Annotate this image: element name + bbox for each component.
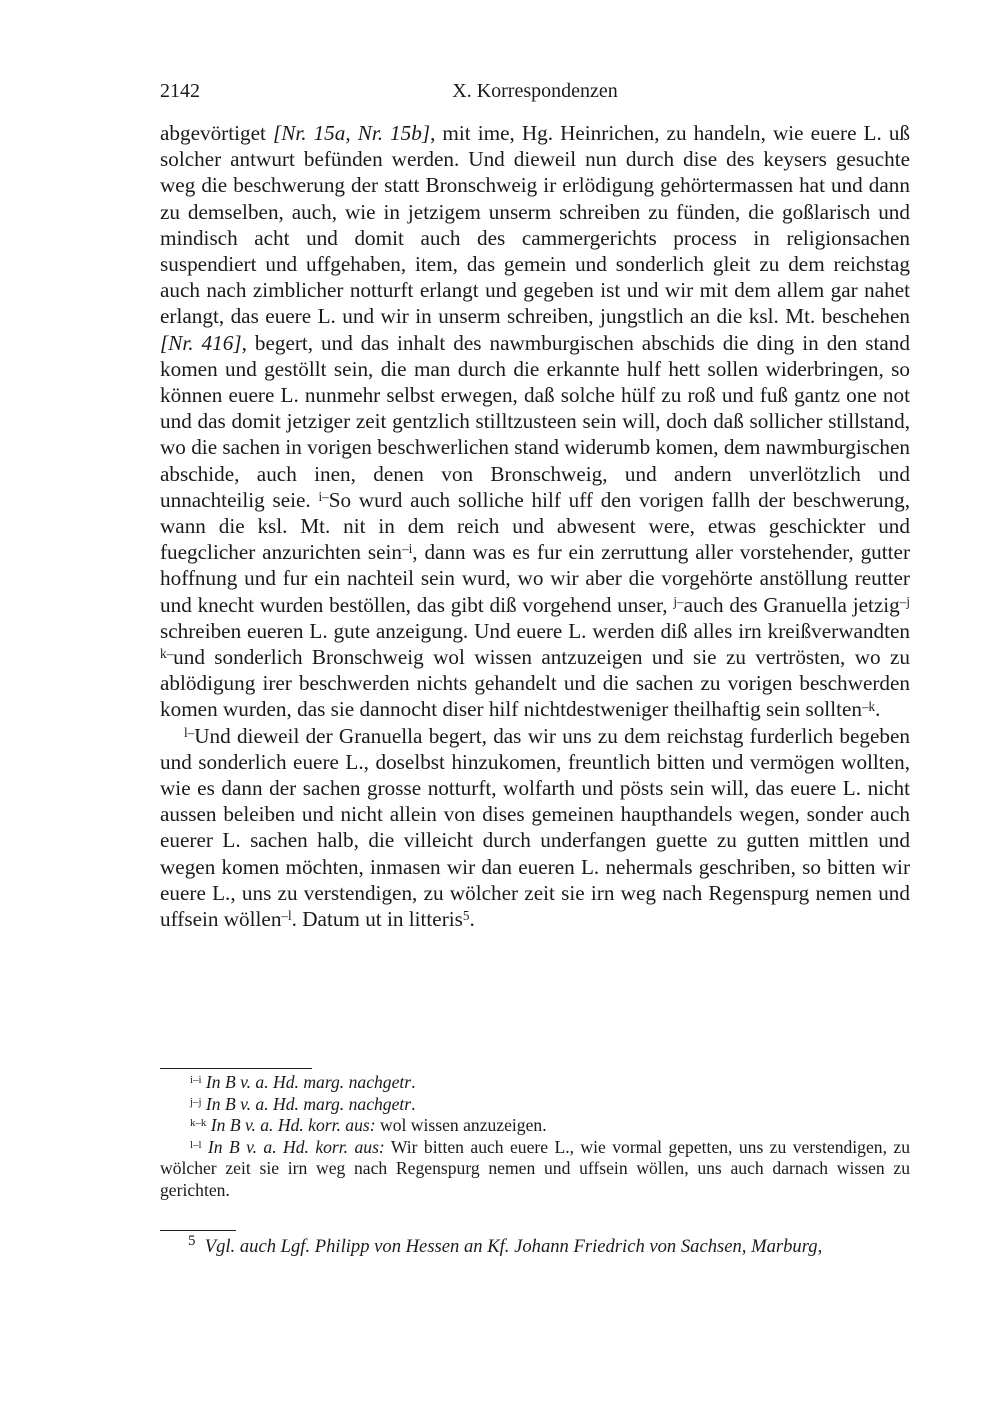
footnote-divider [160,1230,236,1231]
paragraph-1 [160,120,910,723]
variant-mark-close-j: –j [899,593,910,609]
text-run: , mit ime, Hg. Heinrichen, zu handeln, wie euere L. uß solcher antwurt befünden werden. Und dieweil nun durch dise des keysers gesuchte weg die beschwerung der statt Bronschweig ir erlödigung gehörtermassen hat und dann zu demselben, auch, wie in jetzigem unserm schreiben zu fünden, die goßlarisch und mindisch acht und domit auch des cammergerichts process in religionsachen suspendiert und uffgehaben, item, das gemein und sonderlich gleit zu dem reichstag auch nach zimblicher notturft erlangt und gegeben ist und wir mit dem allem gar nahet erlangt, das euere L. und wir in unserm schreiben, jungstlich an die ksl. Mt. beschehen [160,121,911,329]
note-italic: In B v. a. Hd. korr. aus: [210,1115,376,1135]
note-text: . [411,1072,416,1092]
note-text: Wir bitten auch euere L., wie vormal gepetten, uns zu verstendigen, zu wölcher zeit sie irn weg nach Regenspurg nemen und uffsein wöllen, uns auch darnach wissen zu gerichten. [160,1136,910,1200]
text-run: . Datum ut in litteris [291,907,463,932]
text-run: So wurd auch solliche hilf uff den vorigen fallh der beschwerung, wann die ksl. Mt. nit in dem reich und abwesent were, etwas geschickter und fuegclicher anzurichten sein [160,487,910,565]
main-text [160,120,910,932]
note-text: wol wissen anzuzeigen. [375,1115,547,1135]
text-run: , dann was es fur ein zerruttung aller vorstehender, gutter hoffnung und fur ein nachteil sein wurd, wo wir aber die vorgehörte anstöllung reutter und knecht wurden bestöllen, das gibt diß vorgehend unser, [160,540,910,617]
page-header [160,80,910,108]
apparatus-note [160,1094,910,1116]
note-italic: In B v. a. Hd. korr. aus: [207,1136,385,1157]
text-run: und sonderlich Bronschweig wol wissen antzuzeigen und sie zu vertrösten, wo zu ablödigung irer beschwerden nichts gehandelt und die sachen zu vorigen beschwerden komen wurden, das sie dannocht diser hilf nichtdestweniger theilhaftig sein sollten [160,645,910,722]
variant-mark-open-l: l– [184,724,195,740]
text-critical-apparatus [160,1072,910,1201]
apparatus-note [160,1115,910,1137]
footnote-ref-5: 5 [462,908,470,924]
page-number: 2142 [160,80,200,102]
note-italic: In B v. a. Hd. marg. nachgetr [205,1072,412,1092]
note-mark: l–l [190,1138,202,1151]
apparatus-note [160,1072,910,1094]
variant-mark-close-k: –k [861,698,876,714]
note-mark: i–i [190,1074,202,1087]
variant-mark-open-i: i– [318,488,329,504]
text-run: Und dieweil der Granuella begert, das wir uns zu dem reichstag furderlich begeben und sonderlich euere L., doselbst hinzukomen, freuntlich bitten und vermögen wollten, wie es dann der sachen grosse notturft, wolfarth und pösts sein will, das euere L. nicht aussen beleiben und nicht allein von dises gemeinen haupthandels wegen, sonder auch euerer L. sachen halb, die villeicht durch underfangen guette zu gutten mittlen und wegen komen möchten, inmasen wir dan eueren L. nehermals geschriben, so bitten wir euere L., uns zu verstendigen, zu wölcher zeit sie irn weg nach Regenspurg nemen und uffsein wöllen [160,723,910,932]
variant-mark-close-i: –i [402,541,413,557]
text-run: abgevörtiget [160,121,273,145]
variant-mark-close-l: –l [281,908,292,924]
text-run: , begert, und das inhalt des nawmburgischen abschids die ding in den stand komen und gestöllt sein, die man durch die erkannte hulf hett sollen widerbringen, so können euere L. nunmehr selbst erwegen, daß solche hülf zu roß und fuß gantz one not und das domit jetziger zeit gentzlich stilltzusteen sein will, doch daß sollicher stillstand, wo die sachen in vorigen beschwerlichen stand widerumb komen, dem nawmburgischen abschide, auch inen, denen von Bronschweig, und andern unverlötzlich und unnachteilig seie. [160,330,910,512]
cross-reference: [Nr. 416] [160,330,242,355]
text-run: auch des Granuella jetzig [683,592,900,617]
text-run: . [469,907,475,932]
note-text: . [411,1093,416,1114]
text-run: schreiben eueren L. gute anzeigung. Und euere L. werden diß alles irn kreißverwandten [160,618,910,643]
variant-mark-open-j: j– [673,593,684,609]
text-run: . [875,697,881,722]
footnote-mark: 5 [188,1232,196,1249]
cross-reference: [Nr. 15a, Nr. 15b] [272,121,431,145]
variant-mark-open-k: k– [160,646,174,662]
footnote-text: Vgl. auch Lgf. Philipp von Hessen an Kf. Johann Friedrich von Sachsen, Marburg, [204,1236,823,1257]
note-italic: In B v. a. Hd. marg. nachgetr [205,1093,412,1114]
footnote-5 [160,1232,910,1259]
notes-divider [160,1068,312,1069]
paragraph-2 [160,723,910,933]
footnotes [160,1232,910,1259]
running-title: X. Korrespondenzen [452,80,618,102]
note-mark: k–k [190,1117,207,1130]
note-mark: j–j [190,1095,202,1108]
apparatus-note [160,1137,910,1202]
